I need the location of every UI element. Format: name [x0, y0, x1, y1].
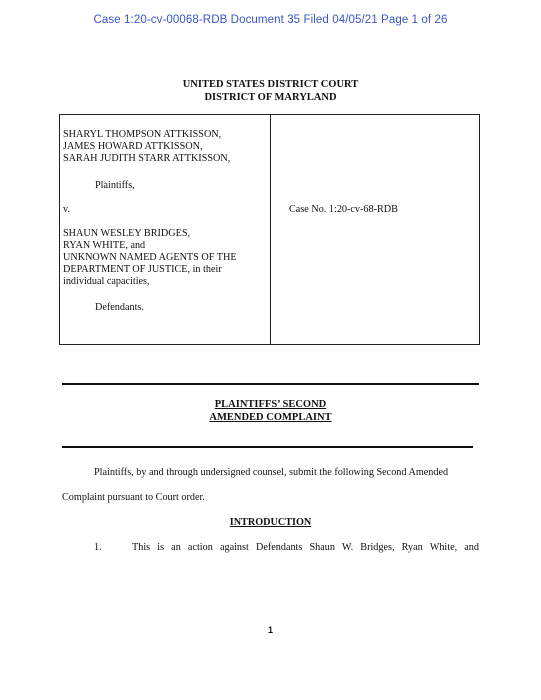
defendant-2: RYAN WHITE, and — [63, 240, 146, 251]
plaintiff-1: SHARYL THOMPSON ATTKISSON, — [63, 129, 222, 140]
case-header-stamp: Case 1:20-cv-00068-RDB Document 35 Filed 04/05/21 Page 1 of 26 — [93, 14, 448, 26]
document-title-line2: AMENDED COMPLAINT — [209, 412, 332, 423]
court-name — [0, 78, 541, 104]
intro-line-1: Plaintiffs, by and through undersigned counsel, submit the following Second Amended — [94, 467, 449, 478]
page-number: 1 — [267, 625, 273, 635]
paragraph-number: 1. — [94, 542, 102, 553]
caption-divider — [270, 115, 271, 344]
versus: v. — [63, 204, 70, 215]
plaintiffs-label: Plaintiffs, — [95, 180, 135, 191]
defendant-4: DEPARTMENT OF JUSTICE, in their — [63, 264, 222, 275]
intro-line-2: Complaint pursuant to Court order. — [62, 492, 205, 503]
court-name-line2: DISTRICT OF MARYLAND — [204, 92, 337, 103]
defendants-label: Defendants. — [95, 302, 144, 313]
case-caption-box — [59, 114, 480, 345]
defendant-3: UNKNOWN NAMED AGENTS OF THE — [63, 252, 237, 263]
title-rule-bottom — [62, 446, 473, 448]
section-heading: INTRODUCTION — [229, 517, 312, 528]
case-number: Case No. 1:20-cv-68-RDB — [289, 204, 398, 215]
plaintiff-2: JAMES HOWARD ATTKISSON, — [63, 141, 203, 152]
court-name-line1: UNITED STATES DISTRICT COURT — [182, 79, 359, 90]
defendant-1: SHAUN WESLEY BRIDGES, — [63, 228, 191, 239]
document-title — [0, 398, 541, 424]
document-title-line1: PLAINTIFFS’ SECOND — [214, 399, 327, 410]
defendant-5: individual capacities, — [63, 276, 150, 287]
title-rule-top — [62, 383, 479, 385]
paragraph-1-text: This is an action against Defendants Shaun W. Bridges, Ryan White, and — [132, 542, 479, 553]
plaintiff-3: SARAH JUDITH STARR ATTKISSON, — [63, 153, 231, 164]
